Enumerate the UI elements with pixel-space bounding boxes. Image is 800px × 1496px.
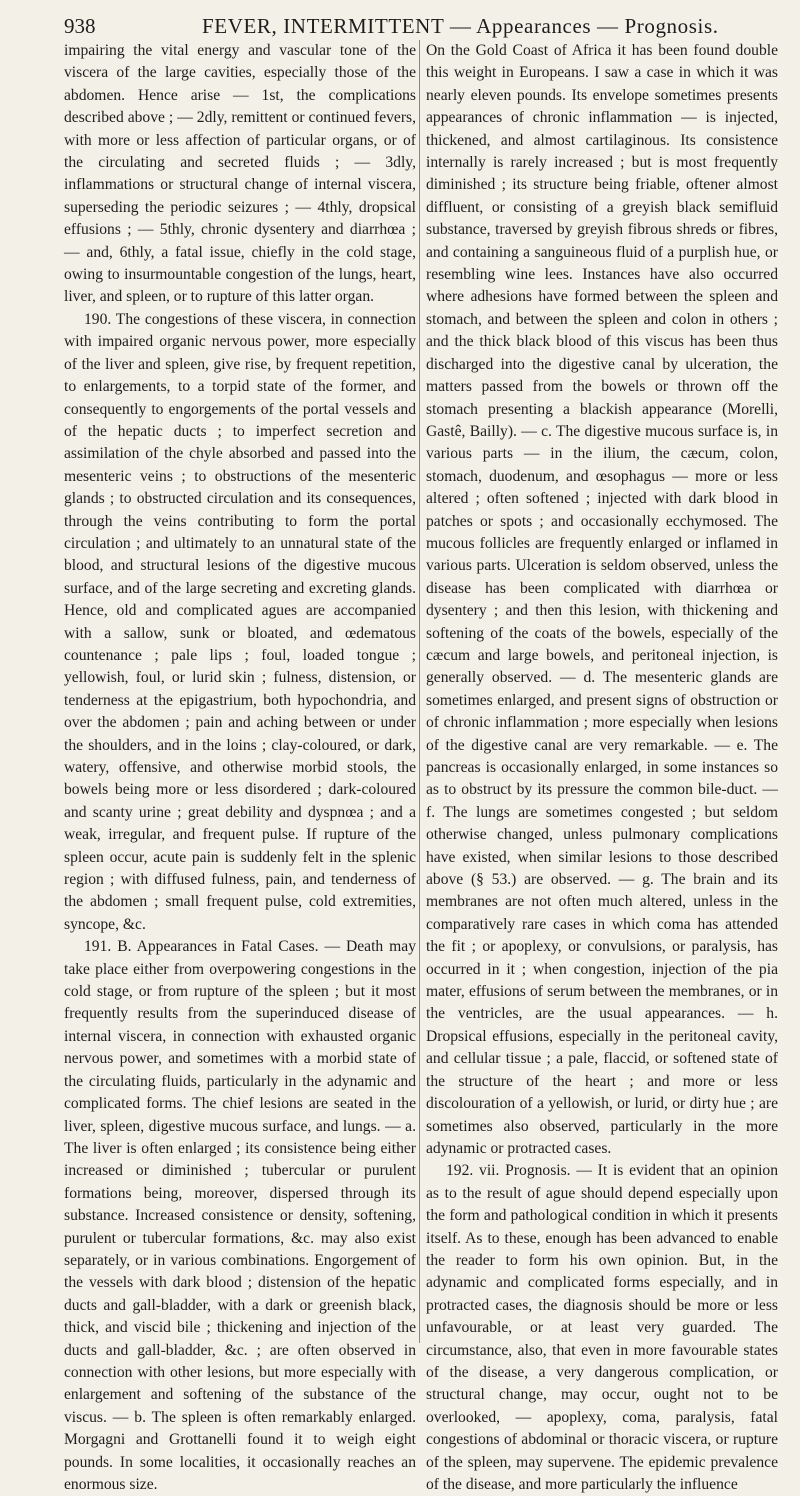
left-column [64, 40, 416, 1496]
paragraph-192: 192. vii. Prognosis. — It is evident that an opinion as to the result of ague should depend especially upon the form and pathological condition in which it presents itself. As to these, enough has been advanced to enable the reader to form his own opinion. But, in the adynamic and complicated forms especially, and in protracted cases, the diagnosis should be more or less unfavourable, or at least very guarded. The circumstance, also, that even in more favourable states of the disease, a very dangerous complication, or structural change, may occur, ought not to be overlooked, — apoplexy, coma, paralysis, fatal congestions of abdominal or thoracic viscera, or rupture of the spleen, may supervene. The epidemic prevalence of the disease, and more particularly the influence [426, 1162, 778, 1493]
column-divider [419, 40, 420, 1343]
running-title: FEVER, INTERMITTENT — Appearances — Prognosis. [202, 14, 719, 38]
page-number: 938 [64, 14, 96, 38]
right-column [426, 40, 778, 1496]
paragraph-190: 190. The congestions of these viscera, in connection with impaired organic nervous power, more especially of the liver and spleen, give rise, by frequent repetition, to enlargements, to a torpid state of the former, and consequently to engorgements of the portal vessels and of the hepatic ducts ; to imperfect secretion and assimilation of the chyle absorbed and passed into the mesenteric veins ; to obstructions of the mesenteric glands ; to obstructed circulation and its consequences, through the veins contributing to form the portal circulation ; and ultimately to an unnatural state of the blood, and structural lesions of the digestive mucous surface, and of the large secreting and excreting glands. Hence, old and complicated agues are accompanied with a sallow, sunk or bloated, and œdematous countenance ; pale lips ; foul, loaded tongue ; yellowish, foul, or lurid skin ; fulness, distension, or tenderness at the epigastrium, both hypochondria, and over the abdomen ; pain and aching between or under the shoulders, and in the loins ; clay-coloured, or dark, watery, offensive, and otherwise morbid stools, the bowels being more or less disordered ; dark-coloured and scanty urine ; great debility and dyspnœa ; and a weak, irregular, and frequent pulse. If rupture of the spleen occur, acute pain is suddenly felt in the splenic region ; with diffused fulness, pain, and tenderness of the abdomen ; small frequent pulse, cold extremities, syncope, &c. [64, 310, 416, 933]
paragraph-continued: impairing the vital energy and vascular tone of the viscera of the large cavities, especially those of the abdomen. Hence arise — 1st, the complications described above ; — 2dly, remittent or continued fevers, with more or less affection of particular organs, or of the circulating and secreted fluids ; — 3dly, inflammations or structural change of internal viscera, superseding the periodic seizures ; — 4thly, dropsical effusions ; — 5thly, chronic dysentery and diarrhœa ; — and, 6thly, a fatal issue, chiefly in the cold stage, owing to insurmountable congestion of the lungs, heart, liver, and spleen, or to rupture of this latter organ. [64, 42, 416, 306]
paragraph-191-continued: On the Gold Coast of Africa it has been found double this weight in Europeans. I saw a case in which it was nearly eleven pounds. Its envelope sometimes presents appearances of chronic inflammation — is injected, thickened, and almost cartilaginous. Its consistence internally is rarely increased ; but is most frequently diminished ; its structure being friable, oftener almost diffluent, or consisting of a greyish black semifluid substance, traversed by greyish fibrous shreds or fibres, and containing a sanguineous fluid of a purplish hue, or resembling wine lees. Instances have also occurred where adhesions have formed between the spleen and stomach, and between the spleen and colon in others ; and the thick black blood of this viscus has been thus discharged into the digestive canal by ulceration, the matters passed from the bowels or thrown off the stomach presenting a blackish appearance (Morelli, Gastê, Bailly). — c. The digestive mucous surface is, in various parts — in the ilium, the cæcum, colon, stomach, duodenum, and œsophagus — more or less altered ; often softened ; injected with dark blood in patches or spots ; and occasionally ecchymosed. The mucous follicles are frequently enlarged or inflamed in various parts. Ulceration is seldom observed, unless the disease has been complicated with diarrhœa or dysentery ; and then this lesion, with thickening and softening of the coats of the bowels, especially of the cæcum and large bowels, and peritoneal injection, is generally observed. — d. The mesenteric glands are sometimes enlarged, and present signs of obstruction or of chronic inflammation ; more especially when lesions of the digestive canal are very remarkable. — e. The pancreas is occasionally enlarged, in some instances so as to obstruct by its pressure the common bile-duct. — f. The lungs are sometimes congested ; but seldom otherwise changed, unless pulmonary complications have existed, when similar lesions to those described above (§ 53.) are observed. — g. The brain and its membranes are not often much altered, unless in the comparatively rare cases in which coma has attended the fit ; or apoplexy, or convulsions, or paralysis, has occurred in it ; when congestion, injection of the pia mater, effusions of serum between the membranes, or in the ventricles, are the usual appearances. — h. Dropsical effusions, especially in the peritoneal cavity, and cellular tissue ; a pale, flaccid, or softened state of the structure of the heart ; and more or less discolouration of a yellowish, or lurid, or dirty hue ; are sometimes also observed, particularly in the more adynamic or protracted cases. [426, 42, 778, 1157]
paragraph-191: 191. B. Appearances in Fatal Cases. — Death may take place either from overpowering congestions in the cold stage, or from rupture of the spleen ; but it most frequently results from the superinduced disease of internal viscera, in connection with exhausted organic nervous power, and sometimes with a morbid state of the circulating fluids, particularly in the adynamic and complicated forms. The chief lesions are seated in the liver, spleen, digestive mucous surface, and lungs. — a. The liver is often enlarged ; its consistence being either increased or diminished ; tubercular or purulent formations being, moreover, dispersed through its substance. Increased consistence or density, softening, purulent or tubercular formations, &c. may also exist separately, or in various combinations. Engorgement of the vessels with dark blood ; distension of the hepatic ducts and gall-bladder, with a dark or greenish black, thick, and viscid bile ; thickening and injection of the ducts and gall-bladder, &c. ; are often observed in connection with other lesions, but more especially with enlargement and softening of the substance of the viscus. — b. The spleen is often remarkably enlarged. Morgagni and Grottanelli found it to weigh eight pounds. In some localities, it occasionally reaches an enormous size. [64, 938, 416, 1493]
